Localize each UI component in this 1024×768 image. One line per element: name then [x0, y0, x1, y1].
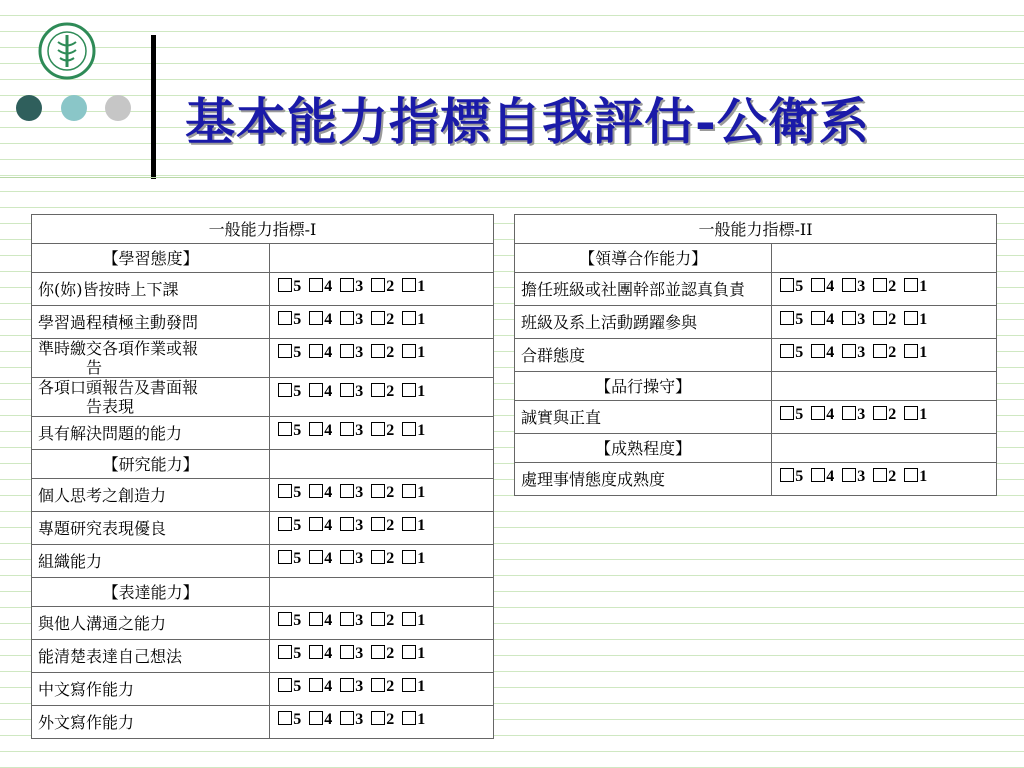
rating-options — [270, 378, 494, 417]
rating-options — [270, 706, 494, 739]
rating-checkbox-2[interactable] — [371, 422, 385, 436]
rating-label: 3 — [857, 278, 866, 295]
section-row — [515, 434, 997, 463]
rating-label: 5 — [293, 311, 302, 328]
section-title: 【表達能力】 — [32, 578, 270, 607]
rating-checkbox-2[interactable] — [873, 278, 887, 292]
rating-checkbox-3[interactable] — [340, 612, 354, 626]
ability-item — [32, 545, 270, 578]
rating-options — [270, 479, 494, 512]
ability-item — [32, 378, 270, 417]
rating-checkbox-2[interactable] — [371, 278, 385, 292]
rating-label: 1 — [919, 406, 928, 423]
table-row — [515, 339, 997, 372]
table-row — [515, 273, 997, 306]
rating-label: 2 — [386, 645, 395, 662]
rating-checkbox-4[interactable] — [811, 278, 825, 292]
rating-label: 3 — [355, 422, 364, 439]
rating-checkbox-1[interactable] — [402, 550, 416, 564]
rating-label: 4 — [324, 484, 333, 501]
rating-checkbox-4[interactable] — [309, 645, 323, 659]
rating-checkbox-3[interactable] — [842, 278, 856, 292]
rating-checkbox-1[interactable] — [904, 406, 918, 420]
rating-label: 4 — [826, 406, 835, 423]
rating-label: 3 — [355, 383, 364, 400]
rating-checkbox-4[interactable] — [309, 678, 323, 692]
rating-checkbox-1[interactable] — [402, 711, 416, 725]
rating-checkbox-1[interactable] — [402, 422, 416, 436]
ability-item — [32, 479, 270, 512]
section-title: 【領導合作能力】 — [515, 244, 772, 273]
ability-item-label: 合群態度 — [521, 345, 586, 365]
rating-label: 5 — [795, 278, 804, 295]
rating-checkbox-4[interactable] — [309, 711, 323, 725]
rating-checkbox-2[interactable] — [371, 484, 385, 498]
section-empty-cell — [772, 372, 997, 401]
section-title: 【成熟程度】 — [515, 434, 772, 463]
rating-checkbox-5[interactable] — [278, 517, 292, 531]
rating-label: 1 — [417, 517, 426, 534]
rating-label: 1 — [919, 311, 928, 328]
rating-label: 5 — [293, 550, 302, 567]
rating-label: 2 — [386, 550, 395, 567]
rating-checkbox-3[interactable] — [842, 468, 856, 482]
section-row — [515, 244, 997, 273]
rating-label: 4 — [324, 711, 333, 728]
rating-checkbox-3[interactable] — [340, 645, 354, 659]
rating-checkbox-2[interactable] — [873, 311, 887, 325]
rating-checkbox-4[interactable] — [309, 484, 323, 498]
ability-item-label: 誠實與正直 — [521, 407, 602, 427]
rating-label: 5 — [795, 311, 804, 328]
rating-checkbox-4[interactable] — [309, 383, 323, 397]
section-row — [515, 372, 997, 401]
rating-label: 2 — [386, 422, 395, 439]
ability-item-label: 準時繳交各項作業或報 — [38, 339, 199, 358]
rating-label: 3 — [355, 344, 364, 361]
rating-checkbox-1[interactable] — [402, 484, 416, 498]
rating-checkbox-3[interactable] — [842, 406, 856, 420]
ability-item — [515, 463, 772, 496]
section-empty-cell — [772, 434, 997, 463]
rating-checkbox-5[interactable] — [278, 612, 292, 626]
rating-checkbox-1[interactable] — [904, 278, 918, 292]
rating-checkbox-2[interactable] — [371, 383, 385, 397]
ability-table-2 — [514, 214, 997, 496]
table-row — [515, 306, 997, 339]
dot-dark — [16, 95, 42, 121]
rating-options — [772, 463, 997, 496]
rating-label: 3 — [355, 711, 364, 728]
ability-item — [515, 339, 772, 372]
ability-item — [32, 306, 270, 339]
rating-checkbox-5[interactable] — [278, 484, 292, 498]
rating-checkbox-3[interactable] — [340, 517, 354, 531]
table-row — [32, 306, 494, 339]
rating-checkbox-5[interactable] — [278, 711, 292, 725]
rating-label: 3 — [355, 612, 364, 629]
rating-label: 5 — [795, 344, 804, 361]
ability-item-label-cont: 告 — [86, 358, 103, 377]
rating-options — [772, 306, 997, 339]
rating-options — [772, 401, 997, 434]
rating-checkbox-3[interactable] — [340, 311, 354, 325]
rating-label: 1 — [417, 311, 426, 328]
rating-checkbox-4[interactable] — [309, 612, 323, 626]
ability-item — [32, 339, 270, 378]
rating-label: 2 — [888, 278, 897, 295]
table-row — [32, 417, 494, 450]
ability-item — [32, 706, 270, 739]
rating-label: 5 — [293, 678, 302, 695]
rating-checkbox-2[interactable] — [873, 468, 887, 482]
rating-options — [270, 339, 494, 378]
ability-item-label: 學習過程積極主動發問 — [38, 312, 199, 332]
rating-label: 1 — [919, 344, 928, 361]
rating-checkbox-1[interactable] — [904, 311, 918, 325]
rating-checkbox-1[interactable] — [402, 344, 416, 358]
rating-checkbox-3[interactable] — [340, 344, 354, 358]
dot-teal — [61, 95, 87, 121]
table-row — [515, 463, 997, 496]
rating-checkbox-1[interactable] — [402, 311, 416, 325]
rating-checkbox-3[interactable] — [340, 678, 354, 692]
rating-checkbox-3[interactable] — [340, 711, 354, 725]
table-header-row — [32, 215, 494, 244]
rating-label: 3 — [355, 678, 364, 695]
ability-item-label: 專題研究表現優良 — [38, 518, 167, 538]
rating-label: 1 — [417, 612, 426, 629]
rating-checkbox-2[interactable] — [371, 678, 385, 692]
ability-item-label: 外文寫作能力 — [38, 712, 135, 732]
rating-label: 4 — [826, 468, 835, 485]
rating-label: 2 — [386, 278, 395, 295]
table-row — [32, 545, 494, 578]
ability-item — [32, 512, 270, 545]
rating-label: 1 — [417, 484, 426, 501]
rating-checkbox-5[interactable] — [278, 278, 292, 292]
table-row — [32, 607, 494, 640]
rating-checkbox-4[interactable] — [309, 278, 323, 292]
rating-label: 3 — [857, 406, 866, 423]
table-header: 一般能力指標-I — [32, 215, 494, 244]
ability-item — [32, 417, 270, 450]
rating-label: 2 — [386, 711, 395, 728]
rating-label: 4 — [826, 344, 835, 361]
dot-gray — [105, 95, 131, 121]
ability-item-label: 與他人溝通之能力 — [38, 613, 167, 633]
rating-label: 5 — [293, 711, 302, 728]
rating-checkbox-1[interactable] — [402, 383, 416, 397]
ability-item — [32, 673, 270, 706]
rating-options — [772, 273, 997, 306]
ability-item-label: 擔任班級或社團幹部並認真負責 — [521, 279, 746, 299]
section-title: 【品行操守】 — [515, 372, 772, 401]
section-row — [32, 244, 494, 273]
rating-checkbox-2[interactable] — [371, 711, 385, 725]
rating-label: 3 — [857, 468, 866, 485]
rating-options — [270, 512, 494, 545]
rating-checkbox-5[interactable] — [278, 550, 292, 564]
rating-label: 3 — [355, 484, 364, 501]
rating-label: 2 — [888, 406, 897, 423]
rating-checkbox-5[interactable] — [780, 311, 794, 325]
rating-checkbox-4[interactable] — [309, 311, 323, 325]
rating-checkbox-5[interactable] — [780, 406, 794, 420]
rating-label: 5 — [795, 406, 804, 423]
table-row — [32, 706, 494, 739]
table-header: 一般能力指標-II — [515, 215, 997, 244]
table-row — [32, 512, 494, 545]
rating-checkbox-5[interactable] — [278, 645, 292, 659]
rating-checkbox-1[interactable] — [904, 344, 918, 358]
table-row — [32, 339, 494, 378]
section-title: 【學習態度】 — [32, 244, 270, 273]
ability-item — [32, 607, 270, 640]
rating-label: 1 — [417, 278, 426, 295]
rating-label: 4 — [826, 311, 835, 328]
rating-options — [270, 417, 494, 450]
section-empty-cell — [772, 244, 997, 273]
rating-label: 3 — [355, 550, 364, 567]
ability-table-1 — [31, 214, 494, 739]
rating-checkbox-5[interactable] — [780, 344, 794, 358]
rating-label: 3 — [857, 344, 866, 361]
rating-label: 1 — [919, 278, 928, 295]
rating-options — [270, 545, 494, 578]
page-title: 基本能力指標自我評估-公衛系 — [185, 92, 870, 151]
rating-checkbox-5[interactable] — [780, 278, 794, 292]
rating-label: 1 — [417, 645, 426, 662]
rating-label: 5 — [293, 422, 302, 439]
section-empty-cell — [270, 578, 494, 607]
ability-item — [32, 273, 270, 306]
rating-label: 4 — [324, 612, 333, 629]
rating-checkbox-1[interactable] — [402, 278, 416, 292]
rating-checkbox-5[interactable] — [278, 422, 292, 436]
rating-label: 2 — [386, 383, 395, 400]
ability-item-label: 能清楚表達自己想法 — [38, 646, 183, 666]
rating-label: 4 — [324, 278, 333, 295]
rating-options — [270, 306, 494, 339]
rating-label: 2 — [888, 311, 897, 328]
rating-checkbox-5[interactable] — [278, 311, 292, 325]
rating-label: 4 — [324, 311, 333, 328]
rating-label: 2 — [888, 468, 897, 485]
rating-options — [270, 673, 494, 706]
rating-checkbox-3[interactable] — [340, 484, 354, 498]
rating-label: 4 — [324, 344, 333, 361]
rating-checkbox-4[interactable] — [811, 406, 825, 420]
rating-checkbox-4[interactable] — [811, 468, 825, 482]
ability-item-label: 具有解決問題的能力 — [38, 423, 183, 443]
section-row — [32, 578, 494, 607]
ability-item-label-cont: 告表現 — [86, 397, 135, 416]
rating-checkbox-2[interactable] — [873, 406, 887, 420]
rating-label: 2 — [386, 344, 395, 361]
rating-label: 3 — [355, 278, 364, 295]
rating-checkbox-1[interactable] — [402, 678, 416, 692]
rating-checkbox-1[interactable] — [402, 517, 416, 531]
rating-label: 1 — [417, 550, 426, 567]
rating-label: 3 — [355, 645, 364, 662]
rating-label: 1 — [417, 383, 426, 400]
rating-checkbox-4[interactable] — [309, 517, 323, 531]
rating-label: 4 — [324, 645, 333, 662]
rating-label: 2 — [386, 678, 395, 695]
rating-label: 5 — [293, 383, 302, 400]
rating-options — [270, 273, 494, 306]
rating-checkbox-4[interactable] — [811, 311, 825, 325]
rating-checkbox-2[interactable] — [371, 550, 385, 564]
rating-checkbox-3[interactable] — [340, 550, 354, 564]
rating-label: 4 — [826, 278, 835, 295]
table-row — [32, 479, 494, 512]
rating-checkbox-1[interactable] — [904, 468, 918, 482]
rating-label: 1 — [417, 711, 426, 728]
rating-label: 1 — [919, 468, 928, 485]
rating-checkbox-3[interactable] — [340, 383, 354, 397]
rating-checkbox-5[interactable] — [278, 383, 292, 397]
ability-item-label: 組織能力 — [38, 551, 103, 571]
rating-label: 5 — [293, 517, 302, 534]
ability-item — [32, 640, 270, 673]
rating-checkbox-4[interactable] — [309, 422, 323, 436]
rating-label: 2 — [386, 311, 395, 328]
ability-item-label: 各項口頭報告及書面報 — [38, 378, 199, 397]
header-separator — [0, 177, 1024, 178]
rating-checkbox-4[interactable] — [309, 550, 323, 564]
rating-checkbox-2[interactable] — [371, 311, 385, 325]
title-divider — [151, 35, 156, 179]
rating-label: 5 — [293, 484, 302, 501]
rating-label: 3 — [355, 311, 364, 328]
rating-label: 5 — [795, 468, 804, 485]
rating-options — [772, 339, 997, 372]
ability-item — [515, 401, 772, 434]
rating-checkbox-3[interactable] — [340, 422, 354, 436]
rating-label: 1 — [417, 344, 426, 361]
table-row — [32, 640, 494, 673]
rating-checkbox-5[interactable] — [278, 344, 292, 358]
section-empty-cell — [270, 244, 494, 273]
rating-checkbox-2[interactable] — [371, 344, 385, 358]
ability-item-label: 你(妳)皆按時上下課 — [38, 279, 179, 299]
university-logo-icon — [38, 22, 96, 80]
rating-options — [270, 607, 494, 640]
table-row — [32, 673, 494, 706]
rating-label: 5 — [293, 278, 302, 295]
rating-checkbox-3[interactable] — [842, 344, 856, 358]
rating-label: 4 — [324, 383, 333, 400]
rating-checkbox-4[interactable] — [309, 344, 323, 358]
ability-item — [515, 273, 772, 306]
rating-checkbox-4[interactable] — [811, 344, 825, 358]
table-row — [32, 378, 494, 417]
section-empty-cell — [270, 450, 494, 479]
rating-checkbox-1[interactable] — [402, 612, 416, 626]
table-row — [32, 273, 494, 306]
rating-label: 4 — [324, 422, 333, 439]
rating-label: 1 — [417, 422, 426, 439]
table-header-row — [515, 215, 997, 244]
rating-label: 5 — [293, 344, 302, 361]
rating-checkbox-3[interactable] — [842, 311, 856, 325]
rating-label: 2 — [386, 612, 395, 629]
ability-item-label: 班級及系上活動踴躍參與 — [521, 312, 698, 332]
rating-label: 3 — [355, 517, 364, 534]
section-title: 【研究能力】 — [32, 450, 270, 479]
rating-checkbox-2[interactable] — [873, 344, 887, 358]
table-row — [515, 401, 997, 434]
rating-checkbox-1[interactable] — [402, 645, 416, 659]
rating-checkbox-2[interactable] — [371, 645, 385, 659]
rating-label: 2 — [386, 484, 395, 501]
rating-checkbox-2[interactable] — [371, 612, 385, 626]
ability-item-label: 中文寫作能力 — [38, 679, 135, 699]
rating-checkbox-5[interactable] — [278, 678, 292, 692]
ability-item-label: 處理事情態度成熟度 — [521, 469, 666, 489]
rating-checkbox-3[interactable] — [340, 278, 354, 292]
section-row — [32, 450, 494, 479]
rating-checkbox-2[interactable] — [371, 517, 385, 531]
rating-label: 2 — [888, 344, 897, 361]
rating-label: 4 — [324, 678, 333, 695]
ability-item-label: 個人思考之創造力 — [38, 485, 167, 505]
rating-label: 2 — [386, 517, 395, 534]
rating-label: 1 — [417, 678, 426, 695]
rating-label: 4 — [324, 517, 333, 534]
rating-options — [270, 640, 494, 673]
ability-item — [515, 306, 772, 339]
rating-label: 3 — [857, 311, 866, 328]
rating-label: 5 — [293, 612, 302, 629]
rating-label: 5 — [293, 645, 302, 662]
rating-checkbox-5[interactable] — [780, 468, 794, 482]
rating-label: 4 — [324, 550, 333, 567]
